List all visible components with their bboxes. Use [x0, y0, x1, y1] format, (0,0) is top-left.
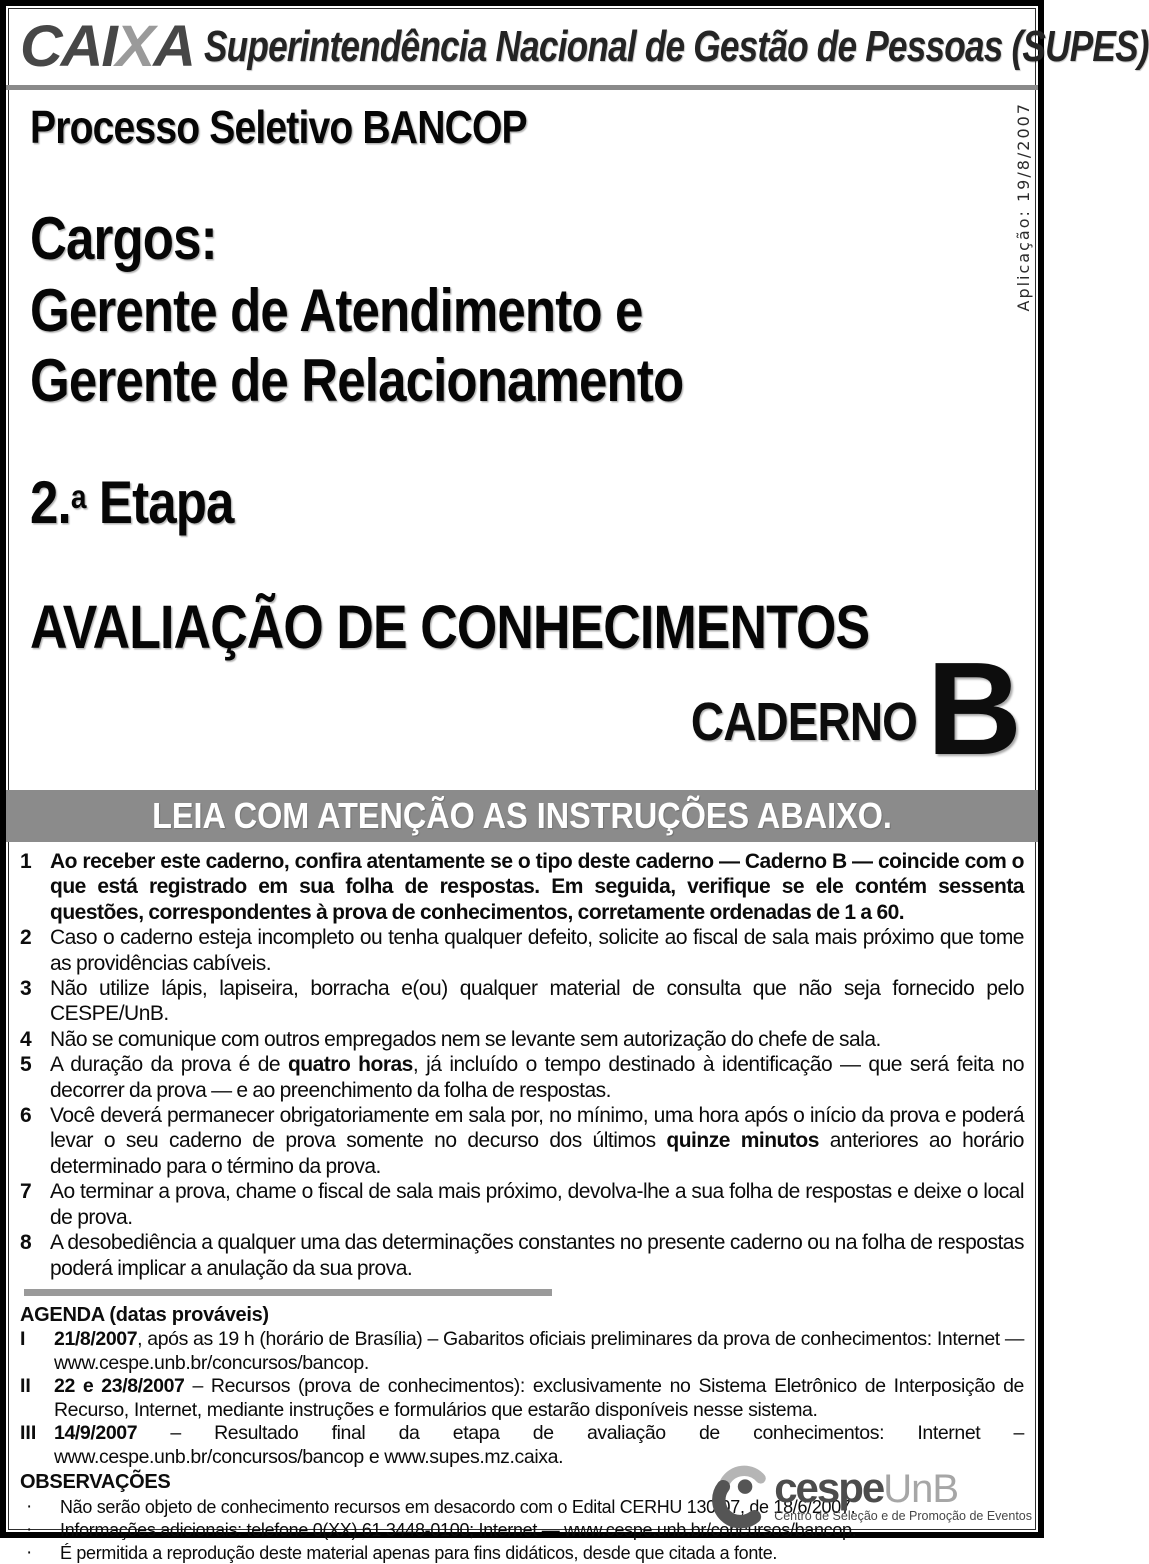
instruction-item	[20, 1179, 1024, 1230]
etapa-number: 2.	[30, 469, 71, 536]
caderno-label: CADERNO	[690, 691, 917, 752]
header-rule	[6, 85, 1038, 90]
instructions-banner	[6, 790, 1038, 842]
observacoes-title: OBSERVAÇÕES	[20, 1470, 171, 1493]
caixa-logo-x: X	[115, 14, 154, 79]
header-title: Superintendência Nacional de Gestão de Pessoas (SUPES)	[204, 22, 1149, 71]
cespe-unb-logo	[714, 1463, 1032, 1525]
instruction-number: 2	[20, 926, 32, 950]
agenda-text: 21/8/2007, após as 19 h (horário de Brasília) – Gabaritos oficiais preliminares da prova de conhecimentos: Internet — www.cespe.unb.br/concursos/bancop.	[54, 1328, 1024, 1374]
observacao-text: Não serão objeto de conhecimento recursos em desacordo com o Edital CERHU 130/07, de 18/6/2007.	[60, 1495, 856, 1517]
cargos-label: Cargos:	[30, 205, 217, 272]
caixa-logo-prefix: CAI	[20, 14, 116, 79]
agenda-roman: II	[20, 1375, 31, 1398]
cespe-tagline: Centro de Seleção e de Promoção de Eventos	[774, 1508, 1032, 1523]
agenda-item	[20, 1328, 1024, 1375]
instruction-text: A desobediência a qualquer uma das determinações constantes no presente caderno ou na folha de respostas poderá implicar a anulação da sua prova.	[50, 1231, 1024, 1280]
agenda-text: 22 e 23/8/2007 – Recursos (prova de conhecimentos): exclusivamente no Sistema Eletrônico de Interposição de Recurso, Internet, mediante instruções e formulários que estarão disponíveis nesse sistema.	[54, 1375, 1024, 1421]
instruction-text: Ao terminar a prova, chame o fiscal de sala mais próximo, devolva-lhe a sua folha de respostas e deixe o local de prova.	[50, 1180, 1024, 1229]
instruction-number: 8	[20, 1231, 32, 1255]
cespe-logo-text	[774, 1463, 1032, 1523]
application-date-note: Aplicação: 19/8/2007	[1014, 102, 1033, 312]
instruction-item	[20, 849, 1024, 925]
instruction-item	[20, 925, 1024, 976]
observacao-text: Informações adicionais: telefone 0(XX) 61 3448-0100; Internet — www.cespe.unb.br/concursos/bancop.	[60, 1518, 857, 1540]
etapa-title	[30, 469, 234, 536]
agenda-item	[20, 1375, 1024, 1422]
exam-title: AVALIAÇÃO DE CONHECIMENTOS	[30, 593, 870, 661]
etapa-ordinal: a	[70, 478, 86, 516]
bullet-glyph: ·	[26, 1541, 33, 1563]
instruction-item	[20, 1103, 1024, 1179]
instruction-text: Você deverá permanecer obrigatoriamente em sala por, no mínimo, uma hora após o início da prova e poderá levar o seu caderno de prova somente no decurso dos últimos quinze minutos anteriores ao horário determinado para o término da prova.	[50, 1104, 1024, 1178]
instruction-number: 5	[20, 1053, 32, 1077]
agenda-text: 14/9/2007 – Resultado final da etapa de avaliação de conhecimentos: Internet – www.cespe.unb.br/concursos/bancop e www.supes.mz.caixa.	[54, 1422, 1024, 1468]
caixa-logo-suffix: A	[153, 14, 194, 79]
header	[20, 14, 1149, 80]
section-divider	[24, 1289, 552, 1296]
cargo-line-1: Gerente de Atendimento e	[30, 277, 643, 344]
cespe-unb-suffix: UnB	[883, 1466, 959, 1511]
instructions-list	[20, 849, 1024, 1281]
instruction-text: Não se comunique com outros empregados nem se levante sem autorização do chefe de sala.	[50, 1027, 881, 1051]
agenda-roman: I	[20, 1328, 26, 1350]
instruction-item	[20, 1052, 1024, 1103]
process-title: Processo Seletivo BANCOP	[30, 101, 527, 153]
instruction-number: 6	[20, 1104, 32, 1128]
instruction-number: 4	[20, 1027, 32, 1051]
bullet-glyph: ·	[26, 1495, 33, 1517]
caderno-row	[651, 635, 1022, 782]
etapa-word: Etapa	[85, 469, 234, 536]
observacao-text: É permitida a reprodução deste material apenas para fins didáticos, desde que citada a fonte.	[60, 1541, 778, 1563]
instruction-number: 1	[20, 850, 32, 873]
bullet-glyph: ·	[26, 1518, 33, 1540]
caixa-logo	[20, 14, 194, 79]
instruction-number: 3	[20, 977, 32, 1001]
instruction-text: Não utilize lápis, lapiseira, borracha e(ou) qualquer material de consulta que não seja fornecido pelo CESPE/UnB.	[50, 977, 1024, 1026]
instruction-item	[20, 976, 1024, 1027]
caderno-letter: B	[926, 635, 1022, 782]
instruction-item	[20, 1027, 1024, 1052]
agenda-title: AGENDA (datas prováveis)	[20, 1304, 269, 1326]
observacao-item	[20, 1541, 1024, 1564]
cargo-line-2: Gerente de Relacionamento	[30, 347, 684, 414]
instruction-text: A duração da prova é de quatro horas, já incluído o tempo destinado à identificação — que será feita no decorrer da prova — e ao preenchimento da folha de respostas.	[50, 1053, 1025, 1102]
instruction-text: Caso o caderno esteja incompleto ou tenha qualquer defeito, solicite ao fiscal de sala mais próximo que tome as providências cabíveis.	[50, 926, 1024, 975]
instruction-text: Ao receber este caderno, confira atentamente se o tipo deste caderno — Caderno B — coincide com o que está registrado em sua folha de respostas. Em seguida, verifique se ele contém sessenta questões, correspondentes à prova de conhecimentos, corretamente ordenadas de 1 a 60.	[50, 850, 1024, 924]
instructions-banner-text: LEIA COM ATENÇÃO AS INSTRUÇÕES ABAIXO.	[152, 795, 892, 836]
agenda-item	[20, 1422, 1024, 1469]
instruction-number: 7	[20, 1180, 32, 1204]
agenda-roman: III	[20, 1422, 37, 1445]
instruction-item	[20, 1230, 1024, 1281]
cespe-name: cespe	[774, 1463, 884, 1511]
cespe-logo-icon	[714, 1467, 772, 1525]
